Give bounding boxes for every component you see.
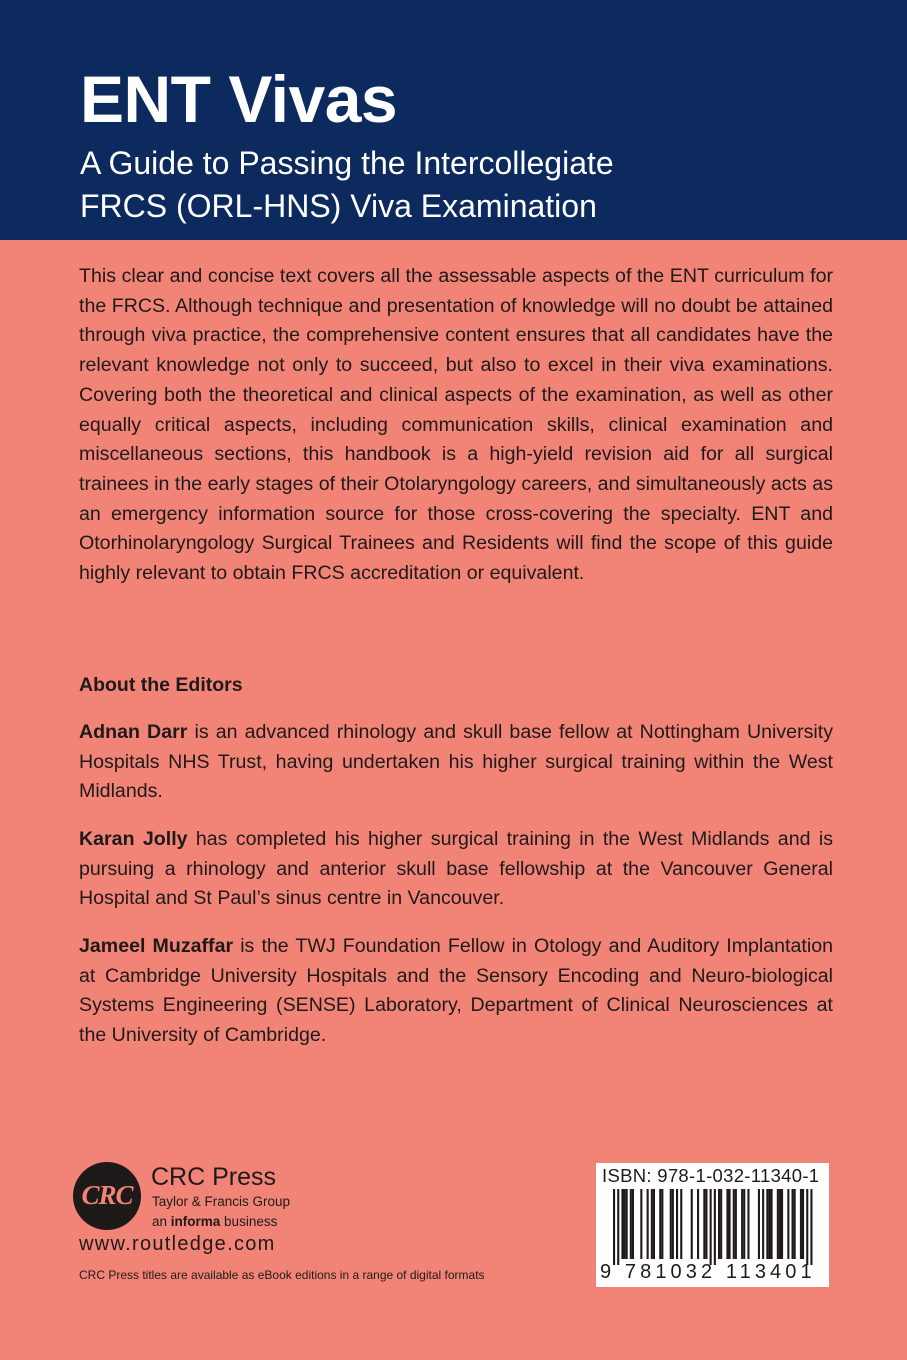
barcode-bar [630,1189,632,1259]
editor-name: Adnan Darr [79,721,188,743]
barcode-bar [703,1189,705,1259]
editor-bio-darr [79,718,833,807]
barcode-bar [779,1189,781,1259]
barcode-bar [621,1189,623,1259]
barcode-bar [743,1189,745,1259]
barcode-bar [802,1189,804,1259]
informa-brand: informa [170,1214,221,1229]
barcode-bar [672,1189,674,1259]
barcode-bar [710,1189,712,1265]
barcode-bar [680,1189,682,1259]
barcode-bar [810,1189,812,1265]
publisher-name: CRC Press [151,1163,277,1191]
isbn-barcode [596,1163,829,1287]
barcode-bar [617,1189,619,1265]
editor-bio-jolly [79,825,833,914]
barcode-bar [640,1189,642,1259]
barcode-bar [781,1189,783,1259]
editors-heading: About the Editors [79,674,243,696]
editor-bio-text: is an advanced rhinology and skull base fellow at Nottingham University Hospitals NHS Trust, having undertaken his higher surgical training within the West Midlands. [79,721,833,803]
publisher-group: Taylor & Francis Group [152,1194,291,1209]
barcode-bar [766,1189,768,1259]
barcode-bar [670,1189,672,1259]
editor-bio-muzaffar [79,932,833,1051]
book-subtitle [80,142,840,228]
barcode-bar [714,1189,716,1265]
business-suffix: business [220,1214,278,1229]
editor-bio-text: has completed his higher surgical training in the West Midlands and is pursuing a rhinology and anterior skull base fellowship at the Vancouver General Hospital and St Paul’s sinus centre in Vancouver. [79,828,833,910]
barcode-bar [720,1189,722,1259]
barcode-bar [718,1189,720,1259]
subtitle-line-2: FRCS (ORL-HNS) Viva Examination [80,188,597,224]
barcode-bar [647,1189,649,1259]
crc-logo-text: CRC [81,1180,133,1210]
isbn-label: ISBN: 978-1-032-11340-1 [602,1165,820,1186]
barcode-digits: 9 781032 113401 [600,1261,816,1283]
barcode-bar [777,1189,779,1259]
barcode-bar [676,1189,678,1259]
book-description: This clear and concise text covers all the assessable aspects of the ENT curriculum for the FRCS. Although technique and presentation of knowledge will no doubt be attained through viva practice, the comprehensive content ensures that all candidates have the relevant knowledge not only to succeed, but also to excel in their viva examinations. Covering both the theoretical and clinical aspects of the examination, as well as other equally critical aspects, including communication skills, clinical examination and miscellaneous sections, this handbook is a high-yield revision aid for all surgical trainees in the early stages of their Otolaryngology careers, and simultaneously acts as an emergency information source for those cross-covering the specialty. ENT and Otorhinolaryngology Surgical Trainees and Residents will find the scope of this guide highly relevant to obtain FRCS accreditation or equivalent. [79,265,833,585]
crc-logo-icon [73,1162,141,1230]
barcode-bar [651,1189,653,1259]
barcode-bar [794,1189,796,1259]
publisher-business-line [152,1214,277,1229]
barcode-bar [741,1189,743,1259]
barcode-bar [800,1189,802,1259]
barcode-bar [632,1189,634,1259]
barcode-bar [653,1189,655,1259]
barcode-bar [762,1189,764,1259]
barcode-bar [613,1189,615,1265]
barcode-bar [691,1189,693,1259]
barcode-bar [726,1189,728,1259]
barcode-bar [787,1189,789,1259]
barcode-bar [758,1189,760,1259]
barcode-bar [697,1189,699,1259]
cover-header-band [0,0,907,240]
barcode-bar [624,1189,626,1259]
barcode-bar [735,1189,737,1259]
barcode-bar [792,1189,794,1259]
barcode-bar [661,1189,663,1259]
barcode-bar [729,1189,731,1259]
subtitle-line-1: A Guide to Passing the Intercollegiate [80,145,614,181]
barcode-bar [733,1189,735,1259]
barcode-bar [705,1189,707,1259]
barcode-bar [626,1189,628,1259]
barcode-bar [771,1189,773,1259]
barcode-bar [768,1189,770,1259]
publisher-website[interactable]: www.routledge.com [79,1233,276,1255]
barcode-bar [806,1189,808,1265]
business-prefix: an [152,1214,171,1229]
editor-bio-text: is the TWJ Foundation Fellow in Otology and Auditory Implantation at Cambridge University Hospitals and the Sensory Encoding and Neuro-biological Systems Engineering (SENSE) Laboratory, Department of Clinical Neurosciences at the University of Cambridge. [79,935,833,1047]
editor-name: Karan Jolly [79,828,188,850]
editor-name: Jameel Muzaffar [79,935,234,957]
ebook-note: CRC Press titles are available as eBook editions in a range of digital formats [79,1268,485,1282]
book-title: ENT Vivas [80,62,398,136]
barcode-bar [659,1189,661,1259]
barcode-bar [747,1189,749,1259]
